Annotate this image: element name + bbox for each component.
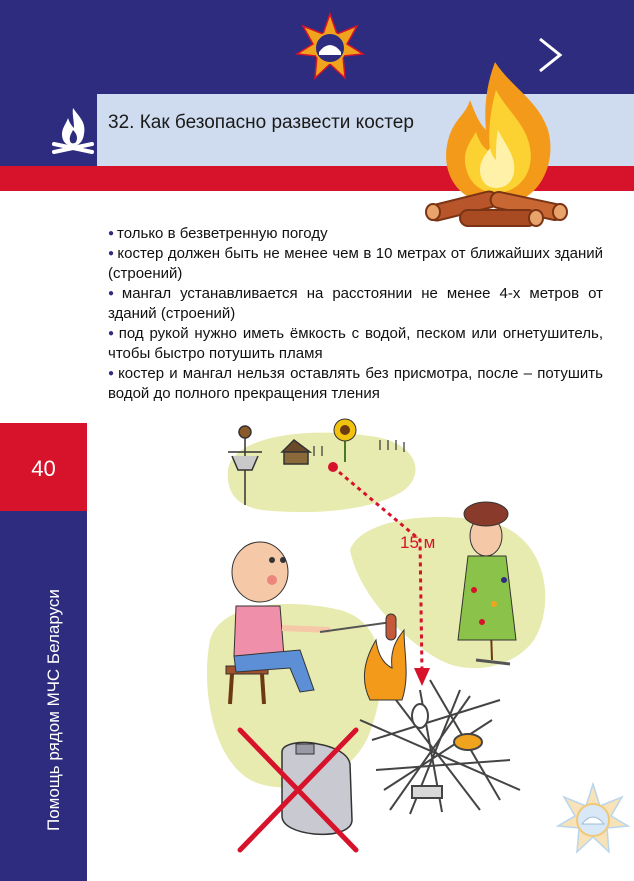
list-item-text: костер должен быть не менее чем в 10 метрах от ближайших зданий (строений) [108,245,604,282]
arrow-down-icon [414,668,430,686]
page-number: 40 [31,456,56,481]
bullet-icon: ● [108,228,115,239]
list-item-text: только в безветренную погоду [117,225,328,242]
bullet-icon: ● [108,248,115,259]
page-title: 32. Как безопасно развести костер [108,112,414,133]
list-item-text: костер и мангал нельзя оставлять без присмотра, после – потушить водой до полного прекращения тления [108,365,603,402]
mchs-emblem-watermark-icon [556,782,630,856]
sausage-icon [386,614,396,640]
gas-canister-icon [282,742,352,834]
bullet-icon: ● [108,368,116,379]
bullet-icon: ● [108,328,116,339]
list-item-text: мангал устанавливается на расстоянии не менее 4-х метров от зданий (строений) [108,285,603,322]
bullet-icon: ● [108,288,119,299]
list-item-text: под рукой нужно иметь ёмкость с водой, песком или огнетушитель, чтобы быстро потушить пламя [108,325,603,362]
distance-label: 15 м [400,533,436,552]
sidebar-title: Помощь рядом МЧС Беларуси [44,589,63,831]
